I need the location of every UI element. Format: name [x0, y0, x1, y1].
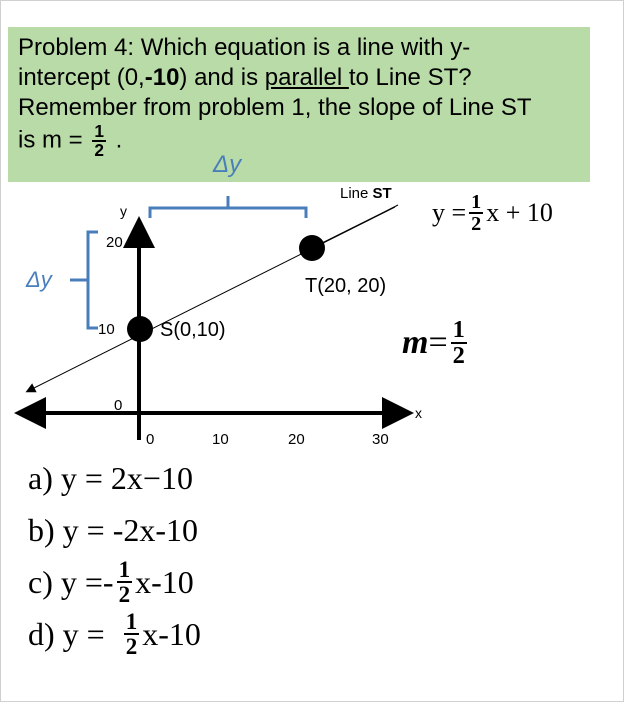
point-t: [299, 235, 325, 261]
equation-lhs: y =: [432, 198, 467, 228]
answer-choices: [28, 452, 201, 660]
y-tick-label: 0: [114, 397, 123, 414]
fraction-denominator: 2: [94, 140, 104, 161]
left-delta-brace: [70, 232, 98, 328]
fraction-denominator: 2: [118, 581, 131, 607]
problem-line-2-b: -10: [144, 64, 180, 91]
fraction-denominator: 2: [125, 633, 138, 659]
choice-c-suffix: x-10: [135, 563, 194, 600]
problem-line-4-b: .: [108, 126, 123, 154]
problem-line-1: Problem 4: Which equation is a line with y-: [18, 34, 471, 61]
choice-b[interactable]: b) y = -2x-10: [28, 511, 199, 548]
equation-fraction: [469, 192, 483, 234]
x-axis-label: x: [415, 405, 422, 421]
choice-d[interactable]: [28, 608, 201, 660]
choice-d-suffix: x-10: [142, 615, 201, 652]
equation-rhs: x + 10: [486, 198, 553, 228]
line-equation: [432, 192, 553, 234]
top-delta-brace: [150, 196, 306, 218]
problem-parallel-word: parallel: [264, 64, 349, 91]
problem-line-2-a: intercept (0,: [18, 64, 145, 91]
fraction-denominator: 2: [452, 342, 465, 370]
choice-d-prefix: d) y =: [28, 615, 121, 652]
choice-d-fraction: [124, 607, 140, 659]
fraction-numerator: 1: [125, 607, 138, 634]
slope-value: [402, 318, 470, 369]
line-st: [30, 207, 395, 390]
point-s-label: S(0,10): [160, 319, 226, 341]
fraction-denominator: 2: [471, 213, 482, 236]
slope-symbol: m: [402, 324, 429, 362]
line-st-label: Line ST: [340, 185, 392, 202]
point-t-label: T(20, 20): [305, 275, 387, 297]
slope-equals: =: [428, 324, 448, 362]
fraction-numerator: 1: [471, 191, 482, 213]
x-tick-label: 20: [288, 431, 305, 448]
choice-c[interactable]: [28, 556, 201, 608]
slope-fraction: [451, 318, 467, 369]
problem-line-2-c: ) and is: [179, 64, 265, 91]
x-tick-label: 10: [212, 431, 229, 448]
y-axis-label: y: [120, 203, 127, 219]
fraction-numerator: 1: [94, 121, 104, 141]
choice-c-prefix: c) y =-: [28, 563, 114, 600]
choice-a[interactable]: a) y = 2x−10: [28, 459, 193, 496]
top-delta-y-label: Δy: [213, 151, 242, 178]
problem-line-2-e: to Line ST?: [348, 64, 472, 91]
problem-line-4-a: is m =: [18, 126, 90, 154]
y-tick-label: 20: [106, 234, 123, 251]
y-tick-label: 10: [98, 321, 115, 338]
x-tick-label: 0: [146, 431, 155, 448]
point-s: [127, 316, 153, 342]
left-delta-y-label: Δy: [26, 267, 52, 292]
fraction-numerator: 1: [118, 555, 131, 582]
choice-c-fraction: [117, 555, 133, 607]
x-tick-label: 30: [372, 431, 389, 448]
fraction-numerator: 1: [452, 316, 465, 343]
problem-line-3: Remember from problem 1, the slope of Line ST: [18, 94, 532, 121]
